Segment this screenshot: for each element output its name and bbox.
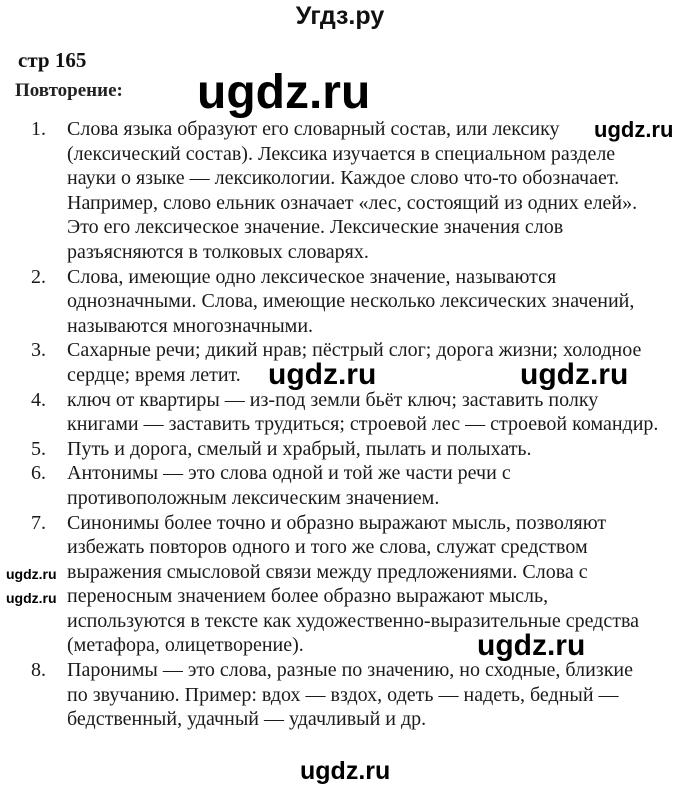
item-text-line: науки о языке — лексикологии. Каждое слово что-то обозначает. [67,167,620,190]
list-item [0,388,680,437]
item-number: 7. [31,511,46,534]
item-text-line: по звучанию. Пример: вдох — вздох, одеть — надеть, бедный — [67,683,619,706]
item-number: 4. [31,388,46,411]
item-text-line: (метафора, олицетворение). [67,634,304,657]
item-text-line: используются в тексте как художественно-выразительные средства [67,609,640,632]
item-text-line: называются многозначными. [67,314,314,337]
item-text-line: Слова, имеющие одно лексическое значение, называются [67,265,557,288]
list-item [0,437,680,462]
item-text-line: переносным значением более образно выражают мысль, [67,585,549,608]
watermark: ugdz.ru [268,358,377,391]
item-text-line: Антонимы — это слова одной и той же части речи с [67,462,511,485]
item-text-line: Это его лексическое значение. Лексические значения слов [67,216,564,239]
item-text-line: Путь и дорога, смелый и храбрый, пылать и полыхать. [67,437,532,460]
item-text-line: сердце; время летит. [67,363,241,386]
section-heading: Повторение: [15,80,123,101]
site-title: Угдз.ру [295,2,385,30]
watermark: ugdz.ru [594,117,674,142]
item-text-line: избежать повторов одного и того же слова, служат средством [67,536,588,559]
list-item [0,461,680,510]
item-number: 6. [31,462,46,485]
item-text-line: Синонимы более точно и образно выражают мысль, позволяют [67,511,607,534]
item-text-line: Например, слово ельник означает «лес, состоящий из одних елей». [67,191,638,214]
watermark: ugdz.ru [6,590,57,606]
item-number: 1. [31,118,46,140]
watermark: ugdz.ru [477,629,586,662]
item-text-line: разъясняются в толковых словарях. [67,240,369,263]
list-item [0,265,680,339]
item-text-line: выражения смысловой связи между предложениями. Слова с [67,560,588,583]
item-number: 5. [31,437,46,460]
item-text-line: бедственный, удачный — удачливый и др. [67,708,427,731]
list-item [0,658,680,732]
item-number: 8. [31,659,46,682]
item-text-line: противоположным лексическим значением. [67,486,440,509]
item-text-line: Паронимы — это слова, разные по значению, но сходные, близкие [67,659,633,682]
watermark: ugdz.ru [6,566,57,582]
watermark: ugdz.ru [520,358,629,391]
item-text-line: однозначными. Слова, имеющие несколько лексических значений, [67,290,635,313]
item-number: 2. [31,265,46,288]
item-text-line: ключ от квартиры — из-под земли бьёт ключ; заставить полку [67,388,599,411]
item-text-line: Сахарные речи; дикий нрав; пёстрый слог; дорога жизни; холодное [67,339,642,362]
item-text-line: Слова языка образуют его словарный состав, или лексику [67,118,560,140]
list-item [0,117,680,265]
item-number: 3. [31,339,46,362]
item-text-line: книгами — заставить трудиться; строевой лес — строевой командир. [67,413,659,436]
item-text-line: (лексический состав). Лексика изучается в специальном разделе [67,142,616,165]
page-number: стр 165 [18,48,87,72]
watermark: ugdz.ru [300,757,391,785]
watermark: ugdz.ru [197,66,371,119]
